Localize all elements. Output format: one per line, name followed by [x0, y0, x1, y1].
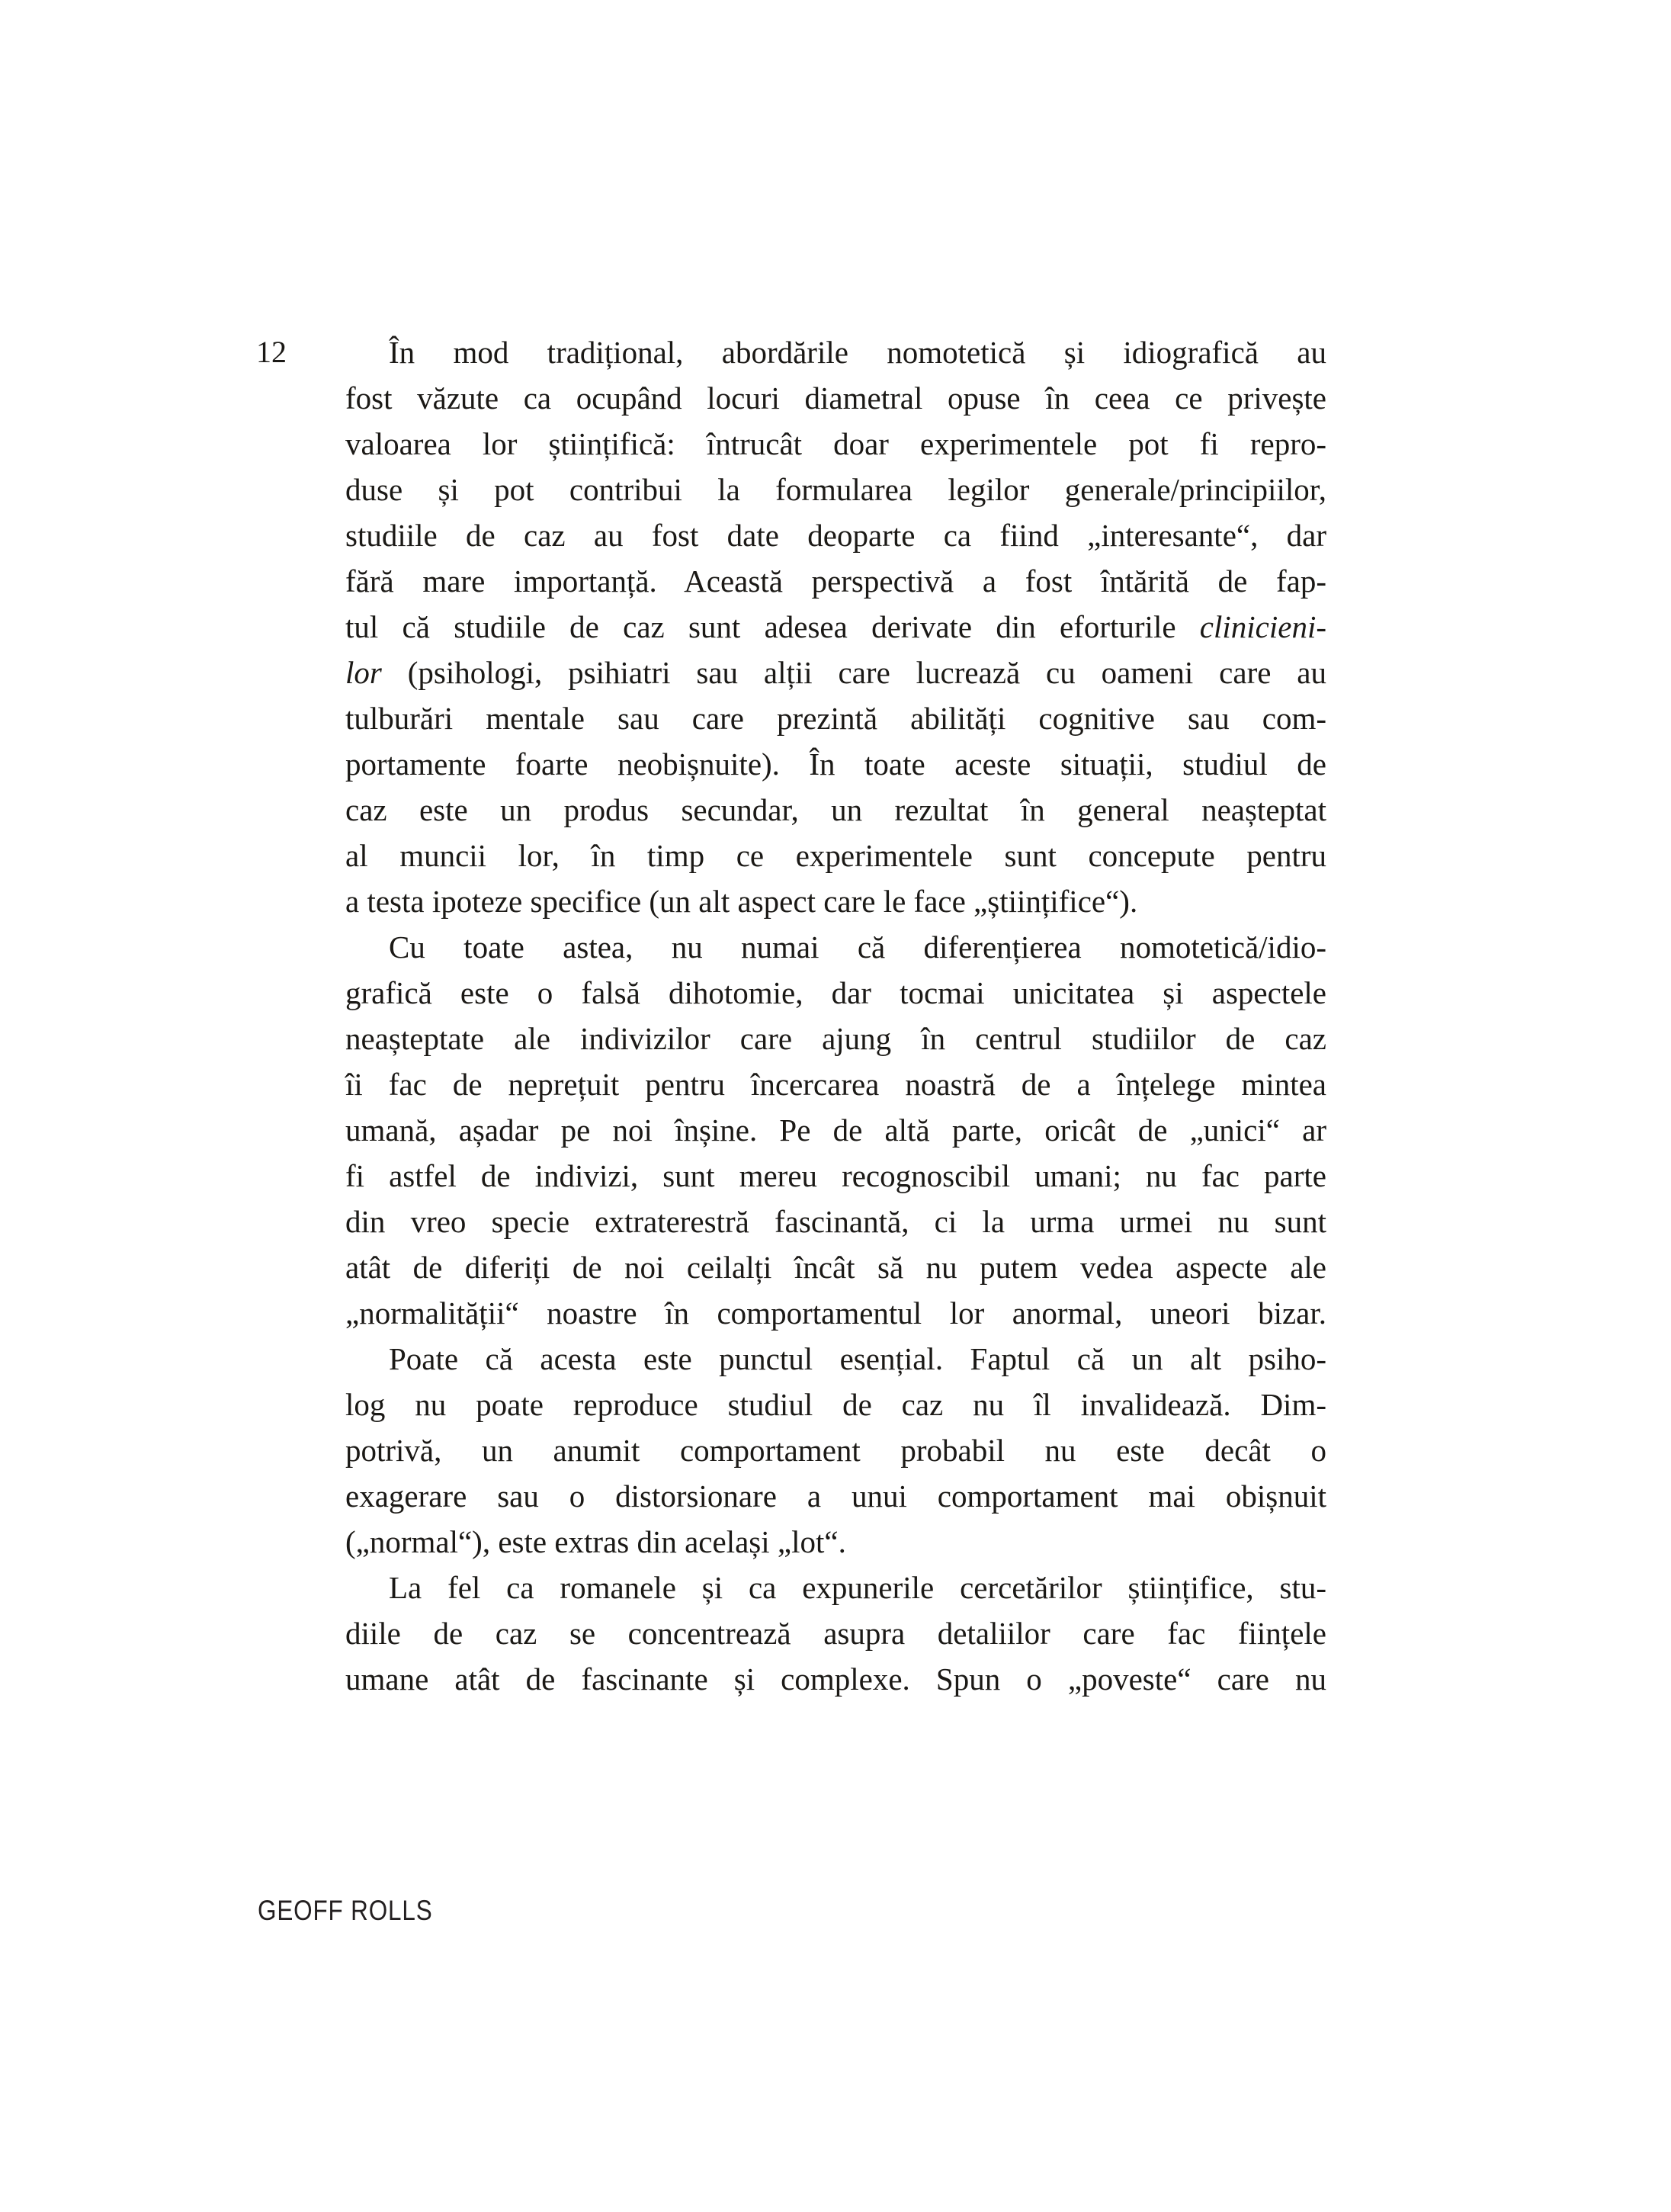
text-segment: din vreo specie extraterestră fascinantă, ci la urma urmei nu sunt: [345, 1204, 1326, 1239]
text-segment: diile de caz se concentrează asupra detaliilor care fac ființele: [345, 1616, 1326, 1651]
text-segment: caz este un produs secundar, un rezultat în general neașteptat: [345, 792, 1326, 827]
text-line: [345, 1061, 1326, 1107]
italic-text-segment: clinicieni-: [1199, 609, 1326, 644]
text-segment: exagerare sau o distorsionare a unui comportament mai obișnuit: [345, 1478, 1326, 1514]
text-segment: log nu poate reproduce studiul de caz nu îl invalidează. Dim-: [345, 1387, 1326, 1422]
text-segment: duse și pot contribui la formularea legilor generale/principiilor,: [345, 472, 1326, 507]
text-line: [345, 741, 1326, 787]
text-segment: (psihologi, psihiatri sau alții care lucrează cu oameni care au: [381, 655, 1326, 690]
text-line: [345, 1153, 1326, 1199]
text-segment: grafică este o falsă dihotomie, dar tocmai unicitatea și aspectele: [345, 975, 1326, 1010]
text-line: [345, 1656, 1326, 1702]
text-line: [345, 421, 1326, 467]
text-line: [345, 1290, 1326, 1336]
text-segment: tulburări mentale sau care prezintă abilități cognitive sau com-: [345, 701, 1326, 736]
text-segment: neașteptate ale indivizilor care ajung în centrul studiilor de caz: [345, 1021, 1326, 1056]
text-line: [345, 787, 1326, 833]
text-line: [345, 833, 1326, 878]
text-segment: umană, așadar pe noi înșine. Pe de altă parte, oricât de „unici“ ar: [345, 1112, 1326, 1148]
text-line: [345, 467, 1326, 512]
text-line: [345, 1244, 1326, 1290]
text-segment: („normal“), este extras din același „lot“.: [345, 1524, 846, 1559]
text-segment: fi astfel de indivizi, sunt mereu recognoscibil umani; nu fac parte: [345, 1158, 1326, 1193]
text-line: [345, 1519, 1326, 1565]
text-line: [345, 1107, 1326, 1153]
text-line: [345, 650, 1326, 695]
text-segment: studiile de caz au fost date deoparte ca fiind „interesante“, dar: [345, 518, 1326, 553]
text-line: [345, 924, 1326, 970]
text-line: [345, 512, 1326, 558]
text-segment: tul că studiile de caz sunt adesea derivate din eforturile: [345, 609, 1200, 644]
text-line: [345, 1565, 1326, 1610]
text-segment: La fel ca romanele și ca expunerile cercetărilor științifice, stu-: [389, 1570, 1326, 1605]
text-line: [345, 1016, 1326, 1061]
text-segment: În mod tradițional, abordările nomotetică și idiografică au: [389, 335, 1326, 370]
text-line: [345, 1199, 1326, 1244]
page-number: 12: [256, 335, 287, 369]
text-line: [345, 1427, 1326, 1473]
text-line: [345, 1382, 1326, 1427]
text-segment: îi fac de neprețuit pentru încercarea noastră de a înțelege mintea: [345, 1067, 1326, 1102]
text-segment: a testa ipoteze specifice (un alt aspect care le face „științifice“).: [345, 884, 1138, 919]
text-line: [345, 970, 1326, 1016]
text-segment: al muncii lor, în timp ce experimentele sunt concepute pentru: [345, 838, 1326, 873]
text-segment: fără mare importanță. Această perspectivă a fost întărită de fap-: [345, 563, 1326, 599]
text-block: [345, 329, 1326, 1702]
footer-author: GEOFF ROLLS: [258, 1895, 433, 1926]
text-segment: Poate că acesta este punctul esențial. Faptul că un alt psiho-: [389, 1341, 1326, 1376]
text-segment: potrivă, un anumit comportament probabil nu este decât o: [345, 1433, 1326, 1468]
text-line: [345, 1473, 1326, 1519]
text-line: [345, 878, 1326, 924]
text-line: [345, 1610, 1326, 1656]
text-segment: valoarea lor științifică: întrucât doar experimentele pot fi repro-: [345, 426, 1326, 461]
text-line: [345, 558, 1326, 604]
text-line: [345, 604, 1326, 650]
italic-text-segment: lor: [345, 655, 382, 690]
text-line: [345, 695, 1326, 741]
text-segment: „normalității“ noastre în comportamentul lor anormal, uneori bizar.: [345, 1295, 1326, 1331]
text-line: [345, 329, 1326, 375]
text-line: [345, 1336, 1326, 1382]
text-segment: Cu toate astea, nu numai că diferențierea nomotetică/idio-: [389, 929, 1326, 965]
text-line: [345, 375, 1326, 421]
text-segment: umane atât de fascinante și complexe. Spun o „poveste“ care nu: [345, 1661, 1326, 1697]
text-segment: fost văzute ca ocupând locuri diametral opuse în ceea ce privește: [345, 380, 1326, 416]
text-segment: portamente foarte neobișnuite). În toate aceste situații, studiul de: [345, 746, 1326, 782]
text-segment: atât de diferiți de noi ceilalți încât să nu putem vedea aspecte ale: [345, 1250, 1326, 1285]
